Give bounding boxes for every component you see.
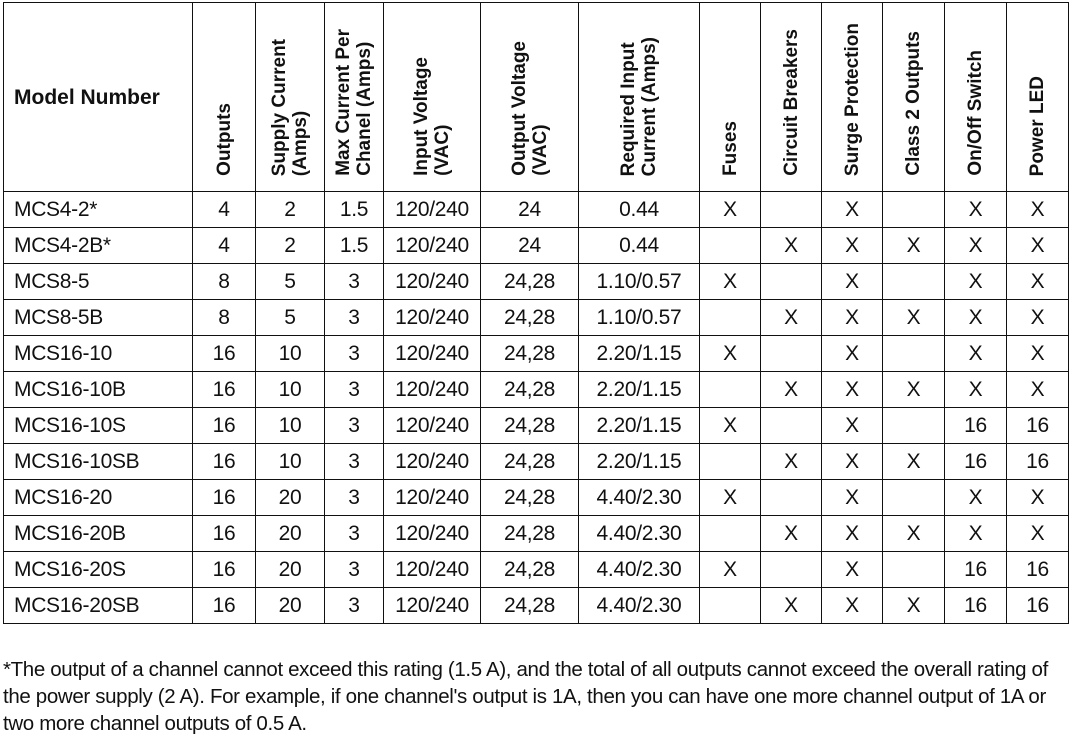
on-off-switch-cell: X: [945, 516, 1007, 552]
circuit-breakers-cell: X: [761, 300, 822, 336]
outputs-cell: 4: [193, 192, 256, 228]
max-current-per-channel-cell: 3: [325, 408, 384, 444]
power-led-cell: X: [1007, 480, 1069, 516]
table-row: [4, 300, 1069, 336]
power-led-cell: 16: [1007, 408, 1069, 444]
class-2-outputs-cell: [883, 192, 945, 228]
on-off-switch-cell: X: [945, 336, 1007, 372]
model-number-header: Model Number: [4, 3, 193, 192]
fuses-header: [700, 3, 761, 192]
model-number-cell: MCS16-20: [4, 480, 193, 516]
input-voltage-cell: 120/240: [384, 336, 481, 372]
circuit-breakers-cell: X: [761, 372, 822, 408]
circuit-breakers-cell: X: [761, 516, 822, 552]
supply-current-cell: 10: [256, 408, 325, 444]
output-voltage-cell: 24,28: [481, 588, 579, 624]
input-voltage-cell: 120/240: [384, 372, 481, 408]
outputs-cell: 16: [193, 516, 256, 552]
fuses-cell: [700, 228, 761, 264]
input-voltage-cell: 120/240: [384, 408, 481, 444]
surge-protection-cell: X: [822, 264, 883, 300]
required-input-current-cell: 0.44: [579, 192, 700, 228]
circuit-breakers-cell: [761, 192, 822, 228]
surge-protection-header: [822, 3, 883, 192]
class-2-outputs-cell: X: [883, 372, 945, 408]
required-input-current-cell: 1.10/0.57: [579, 300, 700, 336]
outputs-cell: 16: [193, 372, 256, 408]
model-number-cell: MCS16-20S: [4, 552, 193, 588]
supply-current-cell: 10: [256, 336, 325, 372]
max-current-per-channel-cell: 3: [325, 516, 384, 552]
circuit-breakers-cell: [761, 408, 822, 444]
fuses-cell: X: [700, 480, 761, 516]
surge-protection-cell: X: [822, 588, 883, 624]
class-2-outputs-cell: [883, 264, 945, 300]
input-voltage-cell: 120/240: [384, 264, 481, 300]
required-input-current-cell: 1.10/0.57: [579, 264, 700, 300]
output-voltage-cell: 24,28: [481, 408, 579, 444]
table-row: [4, 336, 1069, 372]
circuit-breakers-cell: [761, 480, 822, 516]
max-current-per-channel-cell: 3: [325, 552, 384, 588]
surge-protection-header-label: Surge Protection: [841, 22, 863, 176]
input-voltage-cell: 120/240: [384, 552, 481, 588]
output-voltage-cell: 24,28: [481, 264, 579, 300]
supply-current-cell: 10: [256, 444, 325, 480]
surge-protection-cell: X: [822, 336, 883, 372]
surge-protection-cell: X: [822, 192, 883, 228]
model-number-cell: MCS16-20SB: [4, 588, 193, 624]
surge-protection-cell: X: [822, 228, 883, 264]
max-current-per-channel-cell: 3: [325, 588, 384, 624]
power-led-cell: X: [1007, 264, 1069, 300]
output-voltage-cell: 24,28: [481, 444, 579, 480]
output-voltage-cell: 24,28: [481, 300, 579, 336]
on-off-switch-cell: 16: [945, 444, 1007, 480]
on-off-switch-cell: X: [945, 192, 1007, 228]
supply-current-cell: 2: [256, 228, 325, 264]
model-number-cell: MCS4-2*: [4, 192, 193, 228]
circuit-breakers-cell: [761, 264, 822, 300]
required-input-current-header-label: Required Input Current (Amps): [618, 36, 660, 176]
output-voltage-cell: 24: [481, 228, 579, 264]
supply-current-cell: 20: [256, 588, 325, 624]
output-voltage-cell: 24: [481, 192, 579, 228]
header-row: [4, 3, 1069, 192]
table-row: [4, 372, 1069, 408]
model-number-cell: MCS16-10B: [4, 372, 193, 408]
required-input-current-cell: 2.20/1.15: [579, 336, 700, 372]
output-voltage-header: [481, 3, 579, 192]
surge-protection-cell: X: [822, 552, 883, 588]
max-current-per-channel-header-label: Max Current Per Chanel (Amps): [333, 29, 375, 176]
circuit-breakers-header: [761, 3, 822, 192]
outputs-cell: 4: [193, 228, 256, 264]
max-current-per-channel-cell: 3: [325, 444, 384, 480]
class-2-outputs-cell: X: [883, 588, 945, 624]
class-2-outputs-cell: [883, 480, 945, 516]
on-off-switch-cell: X: [945, 480, 1007, 516]
max-current-per-channel-cell: 3: [325, 372, 384, 408]
on-off-switch-cell: 16: [945, 588, 1007, 624]
class-2-outputs-cell: [883, 408, 945, 444]
on-off-switch-cell: 16: [945, 552, 1007, 588]
class-2-outputs-cell: [883, 336, 945, 372]
power-supply-spec-table: [3, 2, 1069, 624]
table-row: [4, 408, 1069, 444]
power-led-cell: X: [1007, 516, 1069, 552]
power-led-cell: X: [1007, 192, 1069, 228]
max-current-per-channel-cell: 1.5: [325, 228, 384, 264]
output-voltage-cell: 24,28: [481, 480, 579, 516]
max-current-per-channel-header: [325, 3, 384, 192]
output-voltage-cell: 24,28: [481, 372, 579, 408]
model-number-cell: MCS16-10: [4, 336, 193, 372]
supply-current-cell: 5: [256, 264, 325, 300]
supply-current-header: [256, 3, 325, 192]
outputs-header-label: Outputs: [213, 103, 235, 176]
on-off-switch-cell: X: [945, 300, 1007, 336]
required-input-current-cell: 4.40/2.30: [579, 552, 700, 588]
fuses-cell: [700, 372, 761, 408]
outputs-cell: 16: [193, 480, 256, 516]
input-voltage-cell: 120/240: [384, 300, 481, 336]
input-voltage-cell: 120/240: [384, 588, 481, 624]
fuses-header-label: Fuses: [719, 121, 741, 176]
outputs-header: [193, 3, 256, 192]
power-led-cell: X: [1007, 336, 1069, 372]
required-input-current-cell: 2.20/1.15: [579, 408, 700, 444]
outputs-cell: 16: [193, 444, 256, 480]
supply-current-cell: 20: [256, 480, 325, 516]
on-off-switch-cell: X: [945, 228, 1007, 264]
class-2-outputs-cell: X: [883, 228, 945, 264]
table-row: [4, 480, 1069, 516]
surge-protection-cell: X: [822, 300, 883, 336]
outputs-cell: 16: [193, 408, 256, 444]
class-2-outputs-header-label: Class 2 Outputs: [903, 31, 924, 176]
supply-current-cell: 20: [256, 516, 325, 552]
fuses-cell: [700, 300, 761, 336]
table-row: [4, 444, 1069, 480]
input-voltage-cell: 120/240: [384, 480, 481, 516]
power-led-cell: X: [1007, 300, 1069, 336]
output-voltage-cell: 24,28: [481, 336, 579, 372]
input-voltage-cell: 120/240: [384, 516, 481, 552]
surge-protection-cell: X: [822, 480, 883, 516]
on-off-switch-cell: X: [945, 264, 1007, 300]
on-off-switch-cell: X: [945, 372, 1007, 408]
model-number-cell: MCS4-2B*: [4, 228, 193, 264]
fuses-cell: X: [700, 408, 761, 444]
fuses-cell: [700, 516, 761, 552]
model-number-cell: MCS16-10S: [4, 408, 193, 444]
table-row: [4, 552, 1069, 588]
class-2-outputs-header: [883, 3, 945, 192]
outputs-cell: 16: [193, 588, 256, 624]
fuses-cell: X: [700, 264, 761, 300]
max-current-per-channel-cell: 3: [325, 300, 384, 336]
supply-current-cell: 20: [256, 552, 325, 588]
power-led-header-label: Power LED: [1027, 75, 1048, 176]
required-input-current-cell: 4.40/2.30: [579, 516, 700, 552]
outputs-cell: 16: [193, 552, 256, 588]
table-row: [4, 516, 1069, 552]
fuses-cell: X: [700, 552, 761, 588]
on-off-switch-header-label: On/Off Switch: [965, 50, 986, 176]
required-input-current-cell: 4.40/2.30: [579, 480, 700, 516]
power-led-cell: X: [1007, 372, 1069, 408]
input-voltage-header: [384, 3, 481, 192]
outputs-cell: 8: [193, 264, 256, 300]
model-number-cell: MCS16-10SB: [4, 444, 193, 480]
supply-current-cell: 10: [256, 372, 325, 408]
table-row: [4, 192, 1069, 228]
class-2-outputs-cell: [883, 552, 945, 588]
model-number-cell: MCS8-5: [4, 264, 193, 300]
class-2-outputs-cell: X: [883, 516, 945, 552]
supply-current-header-label: Supply Current (Amps): [269, 38, 311, 176]
required-input-current-cell: 4.40/2.30: [579, 588, 700, 624]
required-input-current-cell: 2.20/1.15: [579, 444, 700, 480]
input-voltage-header-label: Input Voltage (VAC): [411, 57, 453, 176]
power-led-cell: 16: [1007, 552, 1069, 588]
model-number-cell: MCS8-5B: [4, 300, 193, 336]
model-number-cell: MCS16-20B: [4, 516, 193, 552]
fuses-cell: [700, 588, 761, 624]
output-voltage-cell: 24,28: [481, 552, 579, 588]
circuit-breakers-cell: [761, 552, 822, 588]
circuit-breakers-cell: X: [761, 588, 822, 624]
power-led-cell: X: [1007, 228, 1069, 264]
surge-protection-cell: X: [822, 444, 883, 480]
surge-protection-cell: X: [822, 372, 883, 408]
circuit-breakers-cell: X: [761, 444, 822, 480]
output-voltage-header-label: Output Voltage (VAC): [508, 41, 551, 176]
required-input-current-cell: 2.20/1.15: [579, 372, 700, 408]
table-row: [4, 588, 1069, 624]
fuses-cell: [700, 444, 761, 480]
input-voltage-cell: 120/240: [384, 192, 481, 228]
power-led-cell: 16: [1007, 444, 1069, 480]
max-current-per-channel-cell: 3: [325, 480, 384, 516]
outputs-cell: 16: [193, 336, 256, 372]
power-led-cell: 16: [1007, 588, 1069, 624]
input-voltage-cell: 120/240: [384, 228, 481, 264]
on-off-switch-header: [945, 3, 1007, 192]
max-current-per-channel-cell: 3: [325, 336, 384, 372]
surge-protection-cell: X: [822, 408, 883, 444]
max-current-per-channel-cell: 1.5: [325, 192, 384, 228]
circuit-breakers-header-label: Circuit Breakers: [780, 29, 802, 176]
table-body: [4, 192, 1069, 624]
table-row: [4, 228, 1069, 264]
footnote: *The output of a channel cannot exceed this rating (1.5 A), and the total of all outputs cannot exceed the overall rating of the power supply (2 A). For example, if one channel's output is 1A, then you can have one more channel output of 1A or two more channel outputs of 0.5 A.: [3, 658, 1048, 735]
surge-protection-cell: X: [822, 516, 883, 552]
fuses-cell: X: [700, 336, 761, 372]
required-input-current-header: [579, 3, 700, 192]
required-input-current-cell: 0.44: [579, 228, 700, 264]
max-current-per-channel-cell: 3: [325, 264, 384, 300]
table-row: [4, 264, 1069, 300]
outputs-cell: 8: [193, 300, 256, 336]
output-voltage-cell: 24,28: [481, 516, 579, 552]
on-off-switch-cell: 16: [945, 408, 1007, 444]
supply-current-cell: 5: [256, 300, 325, 336]
circuit-breakers-cell: [761, 336, 822, 372]
class-2-outputs-cell: X: [883, 444, 945, 480]
class-2-outputs-cell: X: [883, 300, 945, 336]
input-voltage-cell: 120/240: [384, 444, 481, 480]
circuit-breakers-cell: X: [761, 228, 822, 264]
fuses-cell: X: [700, 192, 761, 228]
power-led-header: [1007, 3, 1069, 192]
supply-current-cell: 2: [256, 192, 325, 228]
